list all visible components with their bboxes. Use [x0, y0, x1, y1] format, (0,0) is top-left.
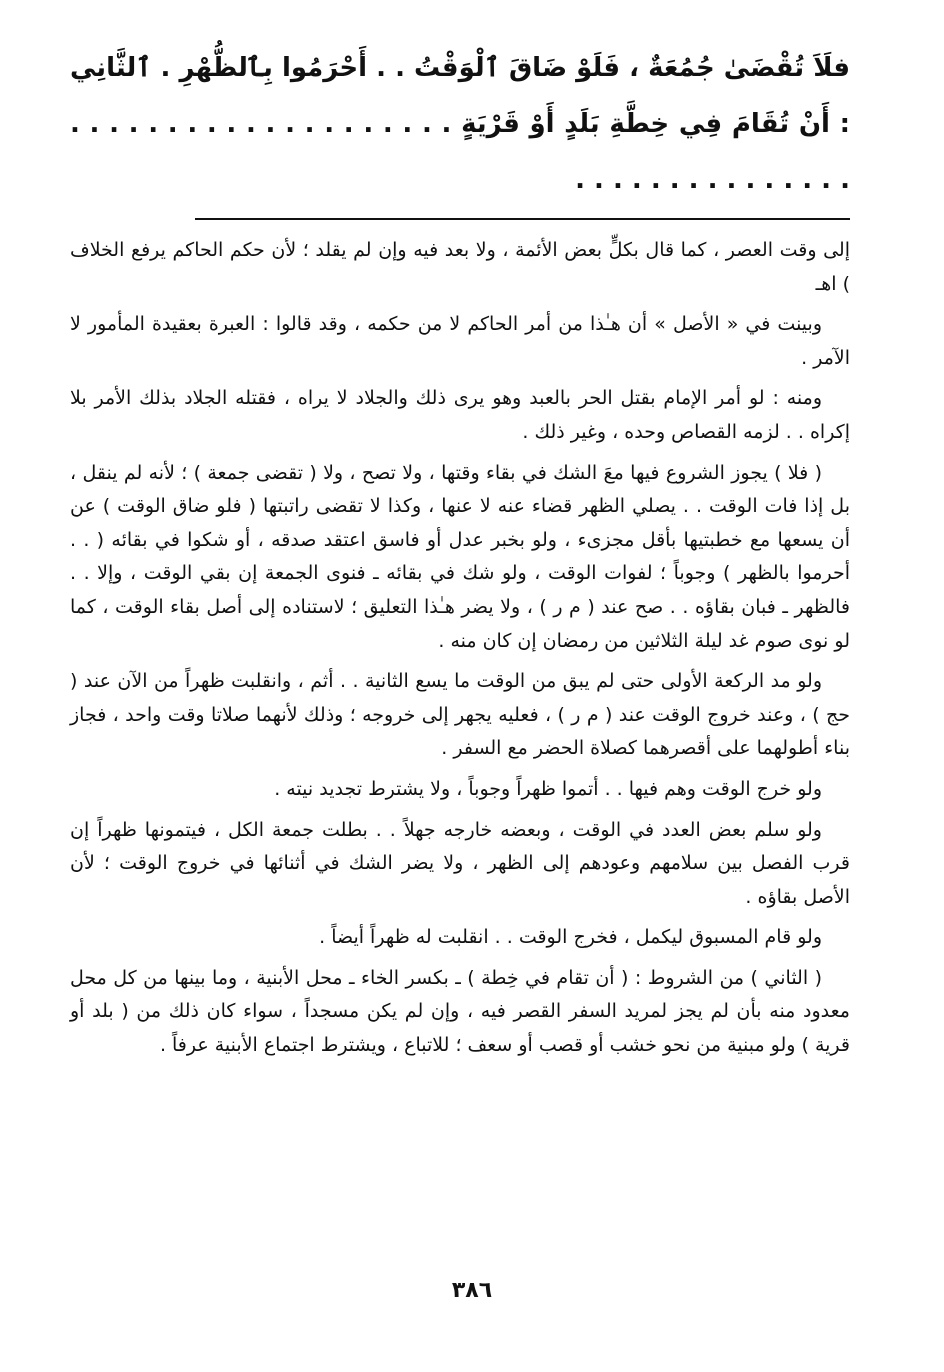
document-page — [70, 40, 850, 1340]
commentary-paragraph: ( الثاني ) من الشروط : ( أن تقام في خِطة ) ـ بكسر الخاء ـ محل الأبنية ، وما بينها من كل محل معدود منه بأن لم يجز لمريد السفر القصر فيه ، وإن لم يكن مسجداً ، سواء كان ذلك من ( بلد أو قرية ) ولو مبنية من نحو خشب أو قصب أو سعف ؛ للاتباع ، ويشترط اجتماع الأبنية عرفاً . — [70, 966, 850, 1057]
commentary-paragraph: ( فلا ) يجوز الشروع فيها معَ الشك في بقاء وقتها ، ولا تصح ، ولا ( تقضى جمعة ) ؛ لأنه لم ينقل ، بل إذا فات الوقت . . يصلي الظهر قضاء عنه لا عنها ، وكذا لا تقضى راتبتها ( فلو ضاق الوقت ) عن أن يسعها مع خطبتيها بأقل مجزىء ، ولو بخبر عدل أو فاسق اعتقد صدقه ، أو شكوا في بقائه ( . . أحرموا بالظهر ) وجوباً ؛ لفوات الوقت ، ولو شك في بقائه ـ فنوى الجمعة إن بقي الوقت ، وإلا . . فالظهر ـ فبان بقاؤه . . صح عند ( م ر ) ، ولا يضر هـٰذا التعليق ؛ لاستناده إلى أصل بقاء الوقت ، كما لو نوى صوم غد ليلة الثلاثين من رمضان إن كان منه . — [70, 461, 850, 652]
commentary-paragraph: ومنه : لو أمر الإمام بقتل الحر بالعبد وهو يرى ذلك والجلاد لا يراه ، فقتله الجلاد بذلك الأمر بلا إكراه . . لزمه القصاص وحده ، وغير ذلك . — [70, 387, 850, 443]
separator-rule — [195, 218, 850, 220]
commentary-paragraph: وبينت في « الأصل » أن هـٰذا من أمر الحاكم لا من حكمه ، وقد قالوا : العبرة بعقيدة المأمور لا الآمر . — [70, 313, 850, 369]
page-number: ٣٨٦ — [451, 1278, 493, 1303]
commentary-paragraph: إلى وقت العصر ، كما قال بكلٍّ بعض الأئمة ، ولا بعد فيه وإن لم يقلد ؛ لأن حكم الحاكم يرفع الخلاف ) اهـ — [70, 239, 850, 295]
commentary-paragraph: ولو قام المسبوق ليكمل ، فخرج الوقت . . انقلبت له ظهراً أيضاً . — [319, 926, 822, 949]
commentary — [70, 234, 850, 1063]
matn-dots: . . . . . . . . . . . . . . . . . . . . . . . . . . . . . . . . . . . — [70, 109, 850, 195]
matn-body: فلَاَ تُقْضَىٰ جُمُعَةٌ ، فَلَوْ ضَاقَ ٱلْوَقْتُ . . أَحْرَمُوا بِٱلظُّهْرِ . ٱلثَّانِي : أَنْ تُقَامَ فِي خِطَّةِ بَلَدٍ أَوْ قَرْيَةٍ — [70, 53, 851, 139]
commentary-paragraph: ولو مد الركعة الأولى حتى لم يبق من الوقت ما يسع الثانية . . أثم ، وانقلبت ظهراً من الآن عند ( حج ) ، وعند خروج الوقت عند ( م ر ) ، فعليه يجهر إلى خروجه ؛ وذلك لأنهما صلاتا وقت واحد ، فجاز بناء أطولهما على أقصرهما كصلاة الحضر مع السفر . — [70, 670, 850, 760]
commentary-paragraph: ولو سلم بعض العدد في الوقت ، وبعضه خارجه جهلاً . . بطلت جمعة الكل ، فيتمونها ظهراً إن قرب الفصل بين سلامهم وعودهم إلى الظهر ، ولا يضر الشك في أثنائها في خروج الوقت ؛ لأن الأصل بقاؤه . — [70, 818, 850, 908]
commentary-paragraph: ولو خرج الوقت وهم فيها . . أتموا ظهراً وجوباً ، ولا يشترط تجديد نيته . — [274, 777, 822, 800]
matn-text — [70, 40, 850, 208]
